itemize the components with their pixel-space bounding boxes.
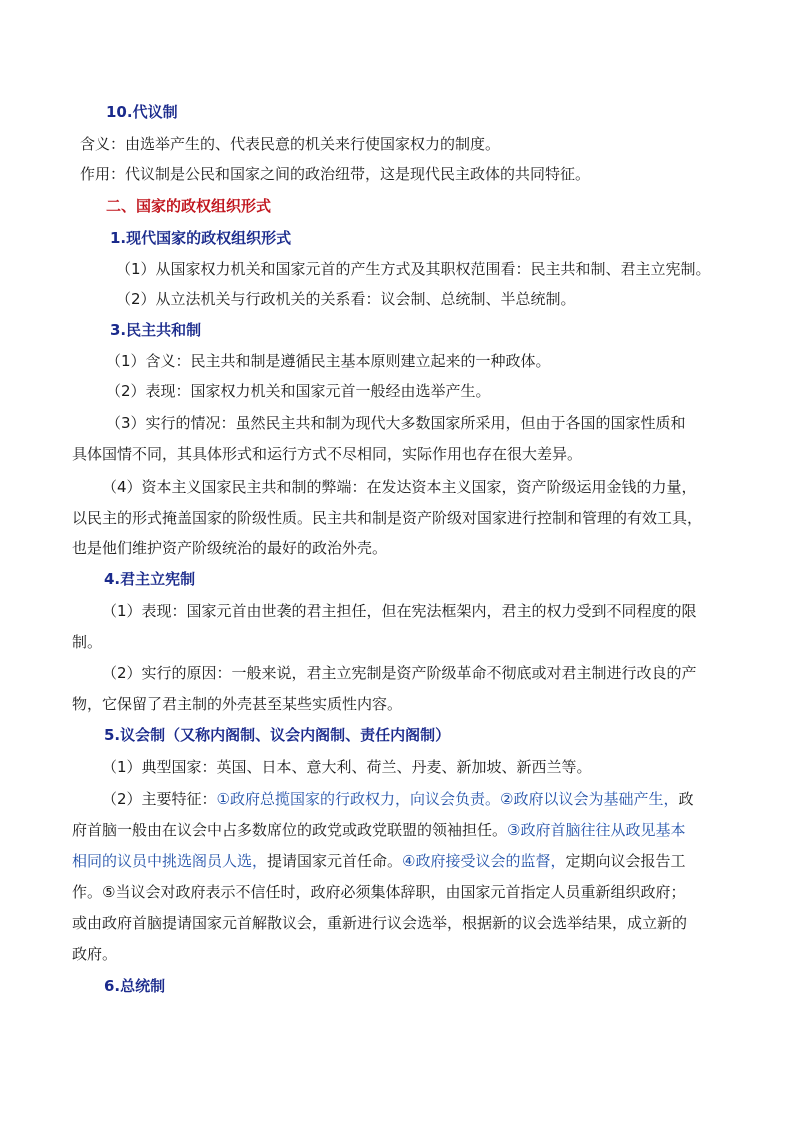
line-text: 定期向议会报告工 bbox=[565, 852, 686, 870]
section-heading-3: 3.民主共和制 bbox=[110, 321, 202, 339]
paragraph-s4-2-line1: （2）实行的原因：一般来说，君主立宪制是资产阶级革命不彻底或对君主制进行改良的产 bbox=[102, 664, 697, 682]
section-heading-1: 1.现代国家的政权组织形式 bbox=[110, 229, 292, 247]
paragraph-s5-2-line5: 或由政府首脑提请国家元首解散议会，重新进行议会选举，根据新的议会选举结果，成立新的 bbox=[72, 914, 688, 932]
paragraph-meaning: 含义：由选举产生的、代表民意的机关来行使国家权力的制度。 bbox=[80, 135, 501, 153]
line-end-text: 政 bbox=[678, 790, 694, 808]
feature-highlight-2: ③政府首脑往往从政见基本 bbox=[507, 821, 686, 839]
paragraph-s1-1: （1）从国家权力机关和国家元首的产生方式及其职权范围看：民主共和制、君主立宪制。 bbox=[116, 260, 711, 278]
paragraph-s5-2-line3 bbox=[72, 850, 686, 872]
paragraph-s4-1-line2: 制。 bbox=[72, 633, 103, 651]
line-text: 提请国家元首任命。 bbox=[267, 852, 403, 870]
paragraph-s5-2-line1 bbox=[102, 788, 693, 810]
paragraph-s3-4-line1: （4）资本主义国家民主共和制的弊端：在发达资本主义国家，资产阶级运用金钱的力量， bbox=[102, 478, 697, 496]
feature-highlight-4: ④政府接受议会的监督， bbox=[402, 852, 566, 870]
features-label: （2）主要特征： bbox=[102, 790, 217, 808]
paragraph-s5-2-line2 bbox=[72, 819, 685, 841]
section-heading-6: 6.总统制 bbox=[104, 977, 166, 995]
section-heading-4: 4.君主立宪制 bbox=[104, 570, 196, 588]
paragraph-s5-1: （1）典型国家：英国、日本、意大利、荷兰、丹麦、新加坡、新西兰等。 bbox=[102, 758, 592, 776]
part-title: 二、国家的政权组织形式 bbox=[106, 197, 272, 215]
paragraph-function: 作用：代议制是公民和国家之间的政治纽带，这是现代民主政体的共同特征。 bbox=[80, 165, 591, 183]
paragraph-s4-1-line1: （1）表现：国家元首由世袭的君主担任，但在宪法框架内，君主的权力受到不同程度的限 bbox=[102, 602, 697, 620]
paragraph-s3-4-line3: 也是他们维护资产阶级统治的最好的政治外壳。 bbox=[72, 539, 388, 557]
paragraph-s3-3-line1: （3）实行的情况：虽然民主共和制为现代大多数国家所采用，但由于各国的国家性质和 bbox=[106, 414, 686, 432]
paragraph-s4-2-line2: 物，它保留了君主制的外壳甚至某些实质性内容。 bbox=[72, 695, 403, 713]
paragraph-s3-2: （2）表现：国家权力机关和国家元首一般经由选举产生。 bbox=[106, 382, 491, 400]
section-heading-10: 10.代议制 bbox=[106, 103, 178, 121]
line-text: 府首脑一般由在议会中占多数席位的政党或政党联盟的领袖担任。 bbox=[72, 821, 508, 839]
paragraph-s3-3-line2: 具体国情不同，其具体形式和运行方式不尽相同，实际作用也存在很大差异。 bbox=[72, 445, 583, 463]
feature-highlight-3: 相同的议员中挑选阁员人选， bbox=[72, 852, 268, 870]
paragraph-s5-2-line6: 政府。 bbox=[72, 945, 118, 963]
paragraph-s1-2: （2）从立法机关与行政机关的关系看：议会制、总统制、半总统制。 bbox=[116, 290, 576, 308]
paragraph-s5-2-line4: 作。⑤当议会对政府表示不信任时，政府必须集体辞职，由国家元首指定人员重新组织政府； bbox=[72, 883, 686, 901]
paragraph-s3-4-line2: 以民主的形式掩盖国家的阶级性质。民主共和制是资产阶级对国家进行控制和管理的有效工具， bbox=[72, 509, 703, 527]
paragraph-s3-1: （1）含义：民主共和制是遵循民主基本原则建立起来的一种政体。 bbox=[106, 352, 551, 370]
section-heading-5: 5.议会制（又称内阁制、议会内阁制、责任内阁制） bbox=[104, 726, 451, 744]
feature-highlight-1: ①政府总揽国家的行政权力，向议会负责。②政府以议会为基础产生， bbox=[216, 790, 679, 808]
